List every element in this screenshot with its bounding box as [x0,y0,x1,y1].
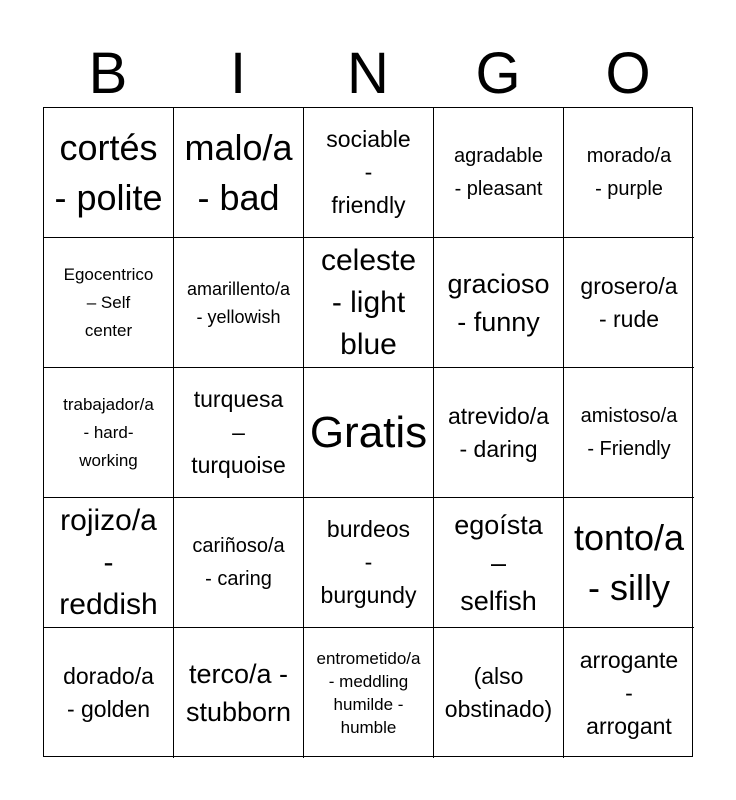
cell-text: trabajador/a - hard- working [63,394,154,470]
bingo-cell[interactable] [174,238,304,368]
cell-text: tonto/a - silly [573,516,685,608]
header-letter-b: B [88,41,128,106]
bingo-cell[interactable] [564,368,694,498]
bingo-cell[interactable] [434,498,564,628]
free-space-cell[interactable] [304,368,434,498]
bingo-cell[interactable] [44,498,174,628]
bingo-cell[interactable] [304,108,434,238]
cell-text: rojizo/a - reddish [59,503,158,621]
cell-text: egoísta – selfish [454,509,543,616]
bingo-cell[interactable] [564,238,694,368]
cell-text: turquesa – turquoise [191,386,286,478]
cell-text: malo/a - bad [184,126,293,218]
cell-text: sociable - friendly [326,126,411,218]
header-letter-o: O [605,41,651,106]
bingo-cell[interactable] [434,238,564,368]
bingo-cell[interactable] [174,108,304,238]
header-letter-g: G [475,41,521,106]
cell-text: amistoso/a - Friendly [580,404,678,460]
bingo-cell[interactable] [174,368,304,498]
header-letter-n: N [347,41,389,106]
bingo-cell[interactable] [304,628,434,758]
bingo-cell[interactable] [44,108,174,238]
bingo-cell[interactable] [174,628,304,758]
bingo-cell[interactable] [44,628,174,758]
cell-text: gracioso - funny [447,268,550,337]
cell-text: arrogante - arrogant [579,646,679,739]
cell-text: Egocentrico – Self center [63,264,154,340]
cell-text: atrevido/a - daring [447,402,549,462]
bingo-cell[interactable] [44,368,174,498]
cell-text: agradable - pleasant [454,144,543,200]
cell-text: cortés - polite [54,126,163,218]
cell-text: morado/a - purple [586,144,672,200]
cell-text: entrometido/a - meddling humilde - humble [316,649,421,737]
bingo-cell[interactable] [564,498,694,628]
bingo-cell[interactable] [304,498,434,628]
bingo-cell[interactable] [304,238,434,368]
bingo-cell[interactable] [434,368,564,498]
cell-text: celeste - light blue [320,243,417,361]
cell-text: amarillento/a - yellowish [186,278,291,327]
bingo-card-grid [43,107,693,757]
cell-text: dorado/a - golden [63,663,154,722]
cell-text: cariñoso/a - caring [192,534,285,590]
cell-text: (also obstinado) [444,663,553,722]
bingo-cell[interactable] [564,628,694,758]
bingo-cell[interactable] [44,238,174,368]
bingo-cell[interactable] [434,108,564,238]
bingo-cell[interactable] [434,628,564,758]
cell-text: burdeos - burgundy [320,516,417,608]
free-space-text: Gratis [309,407,428,457]
bingo-cell[interactable] [564,108,694,238]
header-letter-i: I [229,41,247,106]
cell-text: grosero/a - rude [580,272,678,332]
bingo-cell[interactable] [174,498,304,628]
bingo-header [43,40,693,108]
cell-text: terco/a - stubborn [185,659,292,727]
